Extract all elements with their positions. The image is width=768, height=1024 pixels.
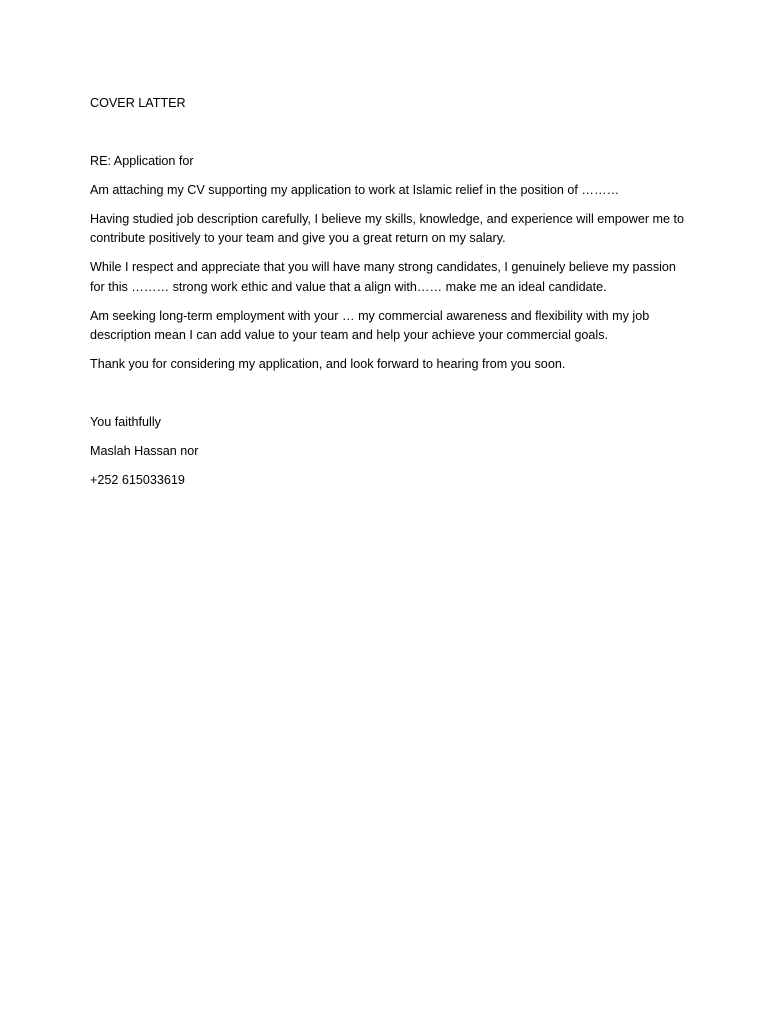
document-title: COVER LATTER bbox=[90, 96, 186, 110]
subject-line: RE: Application for bbox=[90, 153, 194, 168]
paragraph-1: Am attaching my CV supporting my application to work at Islamic relief in the position of ……… bbox=[90, 182, 620, 197]
closing-line: You faithfully bbox=[90, 414, 161, 429]
paragraph-2: Having studied job description carefully, I believe my skills, knowledge, and experience will empower me to contribute positively to your team and give you a great return on my salary. bbox=[90, 211, 685, 245]
paragraph-3: While I respect and appreciate that you will have many strong candidates, I genuinely believe my passion for this ……… strong work ethic and value that a align with…… make me an ideal candidate. bbox=[90, 260, 676, 294]
signature-name: Maslah Hassan nor bbox=[90, 443, 199, 458]
phone-number: +252 615033619 bbox=[90, 472, 185, 487]
paragraph-4: Am seeking long-term employment with your … my commercial awareness and flexibility with my job description mean I can add value to your team and help your achieve your commercial goals. bbox=[90, 308, 650, 342]
paragraph-5: Thank you for considering my application, and look forward to hearing from you soon. bbox=[90, 357, 566, 371]
letter-body bbox=[90, 94, 690, 500]
